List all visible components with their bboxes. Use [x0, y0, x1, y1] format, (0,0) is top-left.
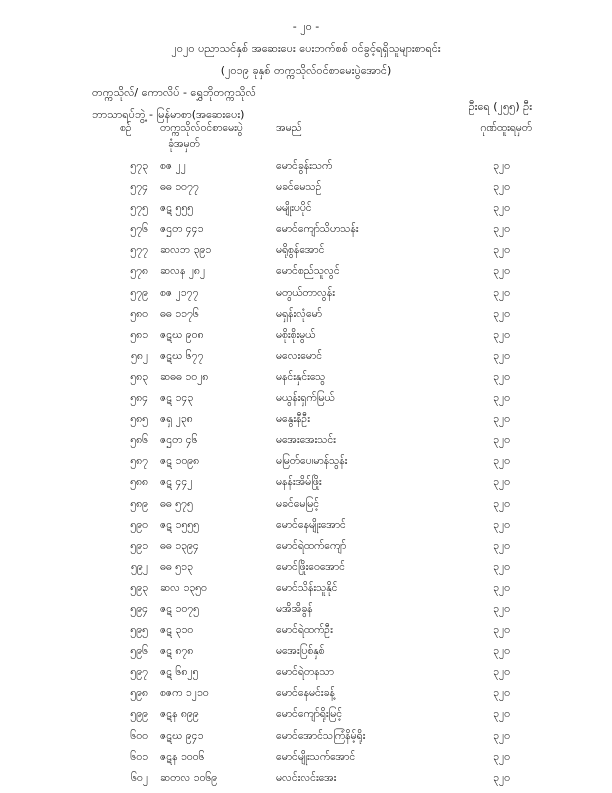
row-name: မစိုးစိုးမွယ် — [276, 328, 316, 341]
table-row — [0, 645, 612, 666]
row-name: မအိအိခွန် — [276, 602, 313, 615]
row-score: ၃၂၀ — [493, 307, 510, 320]
page-number: - ၂၀ - — [292, 20, 320, 33]
table-row — [0, 329, 612, 350]
row-reg: စဇ ၂၁၇၇ — [160, 286, 199, 299]
row-name: မောင်နေမင်းခန့် — [276, 687, 335, 700]
row-name: မောင်ရဲထက်ဦး — [276, 624, 333, 637]
row-reg: စဇ ၂၂ — [160, 160, 186, 172]
row-reg: ဓဓ ၁၁၇၆ — [160, 307, 199, 320]
row-no: ၅၉၁ — [130, 539, 148, 552]
table-row — [0, 730, 612, 751]
table-row — [0, 181, 612, 202]
row-score: ၃၂၀ — [493, 244, 510, 257]
row-reg: ဆလဘ ၃၉၁ — [160, 244, 212, 257]
row-no: ၅၈၄ — [130, 392, 148, 405]
row-score: ၃၂၀ — [493, 581, 510, 594]
row-reg: ဓဓ ၅၁၃ — [160, 560, 193, 573]
title-line-2: (၂၀၁၉ ခုနှစ် တက္ကသိုလ်ဝင်စာမေးပွဲအောင်) — [220, 64, 392, 77]
row-reg: ဓဓ ၁၃၉၄ — [160, 539, 199, 552]
row-score: ၃၂၀ — [493, 455, 510, 468]
table-row — [0, 265, 612, 286]
row-score: ၃၂၀ — [493, 265, 510, 278]
row-score: ၃၂၀ — [493, 286, 510, 299]
table-row — [0, 476, 612, 497]
title-line-1: ၂၀၂၀ ပညာသင်နှစ် အဆေးပေး ပေးဘက်စစ် ဝင်ခွင့်ရရှိသူများစာရင်း — [171, 42, 441, 55]
row-no: ၅၇၆ — [130, 223, 148, 236]
row-no: ၅၉၀ — [130, 518, 148, 531]
row-score: ၃၂၀ — [493, 624, 510, 637]
row-no: ၅၈၉ — [130, 497, 148, 510]
row-score: ၃၂၀ — [493, 750, 510, 763]
header-score: ဂုဏ်ထူးရမှတ် — [480, 122, 532, 134]
row-no: ၅၈၂ — [130, 349, 148, 362]
row-score: ၃၂၀ — [493, 560, 510, 573]
header-reg: တက္ကသိုလ်ဝင်စာမေးပွဲ — [160, 122, 243, 134]
row-no: ၅၈၈ — [130, 476, 148, 489]
table-row — [0, 244, 612, 265]
row-score: ၃၂၀ — [493, 476, 510, 489]
table-row — [0, 540, 612, 561]
row-no: ၅၈၅ — [130, 413, 148, 426]
table-row — [0, 371, 612, 392]
row-name: မောင်ရဲတနသာ — [276, 666, 334, 679]
row-no: ၅၇၈ — [130, 265, 148, 278]
row-name: မအေးပြစ်နှစ် — [276, 645, 325, 658]
row-no: ၅၇၅ — [130, 202, 148, 215]
row-reg: ဇရှ ၂၃၈ — [160, 413, 193, 426]
row-score: ၃၂၀ — [493, 160, 510, 172]
row-reg: ဇဋ ၃၁၀ — [160, 624, 194, 637]
row-score: ၃၂၀ — [493, 202, 510, 215]
row-no: ၆၀၂ — [131, 771, 148, 784]
row-score: ၃၂၀ — [493, 497, 510, 510]
row-score: ၃၂၀ — [493, 602, 510, 615]
row-reg: ဇဋ ၆၈၂၅ — [160, 666, 199, 679]
table-row — [0, 666, 612, 687]
row-name: မောင်သိန်းသူနိုင် — [276, 581, 338, 594]
row-score: ၃၂၀ — [493, 223, 510, 236]
row-name: မလေးမောင် — [276, 349, 323, 362]
row-score: ၃၂၀ — [493, 666, 510, 679]
row-name: မနင်းနှင်းသွေ — [276, 370, 326, 383]
row-reg: ဇဋဃ ၉၀၈ — [160, 328, 204, 341]
row-reg: ဇဋ ၅၅၅ — [160, 202, 194, 215]
table-row — [0, 160, 612, 181]
row-name: မောင်ဖြိုးဝေအောင် — [276, 560, 345, 573]
row-reg: ဇဌတ ၄၄၁ — [160, 223, 204, 236]
table-row — [0, 561, 612, 582]
row-name: မအေးအေးသင်း — [276, 434, 336, 447]
row-name: မောင်ကျော်သိဟသန်း — [276, 223, 359, 236]
table-row — [0, 287, 612, 308]
table-row — [0, 624, 612, 645]
row-name: မောင်ကျော်ရိုးမြင့် — [276, 708, 343, 721]
row-reg: ဇဋဃ ၆၇၇ — [160, 349, 204, 362]
row-reg: ဇဋ ၁၅၅၅ — [160, 518, 200, 531]
table-row — [0, 603, 612, 624]
row-score: ၃၂၀ — [493, 181, 510, 194]
table-row — [0, 751, 612, 772]
table-row — [0, 582, 612, 603]
row-reg: ဇဋဃ ၉၄၁ — [160, 729, 204, 742]
row-reg: ဇဌတ ၄၆ — [160, 434, 198, 447]
row-reg: ဆတလ ၁၀၆၉ — [160, 771, 218, 784]
row-score: ၃၂၀ — [493, 645, 510, 658]
row-score: ၃၂၀ — [493, 539, 510, 552]
row-score: ၃၂၀ — [493, 370, 510, 383]
header-name: အမည် — [276, 122, 302, 134]
table-row — [0, 498, 612, 519]
table-row — [0, 392, 612, 413]
row-name: မမြတ်ပေ၊မာန်သွန်း — [276, 455, 348, 468]
row-no: ၅၉၈ — [130, 687, 148, 700]
row-no: ၅၉၇ — [130, 666, 148, 679]
row-reg: ဇဋ ၁၀၉၈ — [160, 455, 200, 468]
row-score: ၃၂၀ — [493, 771, 510, 784]
row-name: မယွန်းရှက်မြယ် — [276, 392, 335, 405]
row-score: ၃၂၀ — [493, 413, 510, 426]
table-row — [0, 413, 612, 434]
row-score: ၃၂၀ — [493, 729, 510, 742]
row-no: ၅၇၄ — [130, 181, 148, 194]
row-no: ၅၉၂ — [131, 560, 148, 573]
row-score: ၃၂၀ — [493, 328, 510, 341]
table-row — [0, 202, 612, 223]
row-no: ၅၉၉ — [130, 708, 148, 721]
row-no: ၅၉၃ — [130, 581, 148, 594]
row-score: ၃၂၀ — [493, 434, 510, 447]
table-row — [0, 455, 612, 476]
row-reg: ဇဋ ၄၄၂ — [160, 476, 193, 489]
row-no: ၅၈၇ — [130, 455, 148, 468]
row-no: ၅၇၉ — [130, 286, 148, 299]
table-row — [0, 772, 612, 793]
row-no: ၅၈၆ — [130, 434, 148, 447]
row-no: ၆၀၀ — [130, 729, 148, 742]
table-row — [0, 308, 612, 329]
row-reg: စဇက ၁၂၁၀ — [160, 687, 209, 700]
row-no: ၅၈၁ — [130, 328, 148, 341]
row-reg: ဆလ ၁၃၅၀ — [160, 581, 207, 594]
row-name: မောင်စည်သူလွင် — [276, 265, 340, 278]
row-no: ၆၀၁ — [130, 750, 148, 763]
row-name: မောင်နေမျိုးအောင် — [276, 518, 346, 531]
row-no: ၅၉၄ — [130, 602, 148, 615]
row-reg: ဇဋန ၁၀၀၆ — [160, 750, 205, 763]
row-name: မနွေးနီဦး — [276, 413, 310, 426]
row-name: မမျိုးပပိုင် — [276, 202, 312, 215]
row-reg: ဆဓဓ ၁၀၂၈ — [160, 370, 209, 383]
row-reg: ဇဋ ၁၀၇၅ — [160, 602, 200, 615]
table-row — [0, 687, 612, 708]
row-score: ၃၂၀ — [493, 392, 510, 405]
row-reg: ဓဓ ၁၀၇၇ — [160, 181, 199, 194]
row-no: ၅၇၃ — [130, 160, 148, 172]
row-score: ၃၂၀ — [493, 687, 510, 700]
row-name: မနန်းအိမ်ဖြိုး — [276, 476, 322, 489]
row-name: မောင်အောင်သကြံနိမ့်ရိုး — [276, 729, 366, 742]
row-name: မရှန်းလုံမော် — [276, 307, 322, 320]
row-reg: ဓဓ ၅၇၅ — [160, 497, 193, 510]
header-no: စဉ် — [120, 122, 132, 134]
table-row — [0, 223, 612, 244]
row-name: မလင်းလင်းအေး — [276, 771, 337, 784]
table-row — [0, 708, 612, 729]
row-reg: ဇဋ ၁၄၃ — [160, 392, 194, 405]
meta-university: တက္ကသိုလ်/ ကောလိပ် - ရွှေဘိုတက္ကသိုလ် — [92, 86, 256, 99]
row-reg: ဆလန ၂၈၂ — [160, 265, 206, 278]
header-reg-line2: ခုံအမှတ် — [168, 138, 200, 150]
row-name: မောင်ခွန်းသက် — [276, 160, 333, 172]
row-score: ၃၂၀ — [493, 708, 510, 721]
row-no: ၅၇၇ — [130, 244, 148, 257]
row-reg: ဇဋ ၈၇၈ — [160, 645, 194, 658]
student-table — [0, 160, 612, 793]
table-row — [0, 434, 612, 455]
row-name: မောင်မျိုးသက်အောင် — [276, 750, 356, 763]
row-name: မခင်မေသဉ် — [276, 181, 322, 194]
total-count: ဦးရေ (၂၅၅) ဦး — [468, 100, 532, 113]
meta-subject: ဘာသာရပ်ဘွဲ့ - မြန်မာစာ(အဆေးပေး) — [92, 108, 245, 121]
row-no: ၅၉၆ — [130, 645, 148, 658]
row-score: ၃၂၀ — [493, 349, 510, 362]
row-reg: ဇဋန ၈၉၉ — [160, 708, 199, 721]
row-no: ၅၉၅ — [130, 624, 148, 637]
row-no: ၅၈၀ — [130, 307, 148, 320]
row-name: မခင်မေမြင့် — [276, 497, 320, 510]
row-score: ၃၂၀ — [493, 518, 510, 531]
row-name: မရိုစွန်အောင် — [276, 244, 325, 257]
row-name: မောင်ရဲထက်ကျော် — [276, 539, 347, 552]
table-row — [0, 350, 612, 371]
row-no: ၅၈၃ — [130, 370, 148, 383]
row-name: မတွယ်တာလွန်း — [276, 286, 335, 299]
table-row — [0, 519, 612, 540]
